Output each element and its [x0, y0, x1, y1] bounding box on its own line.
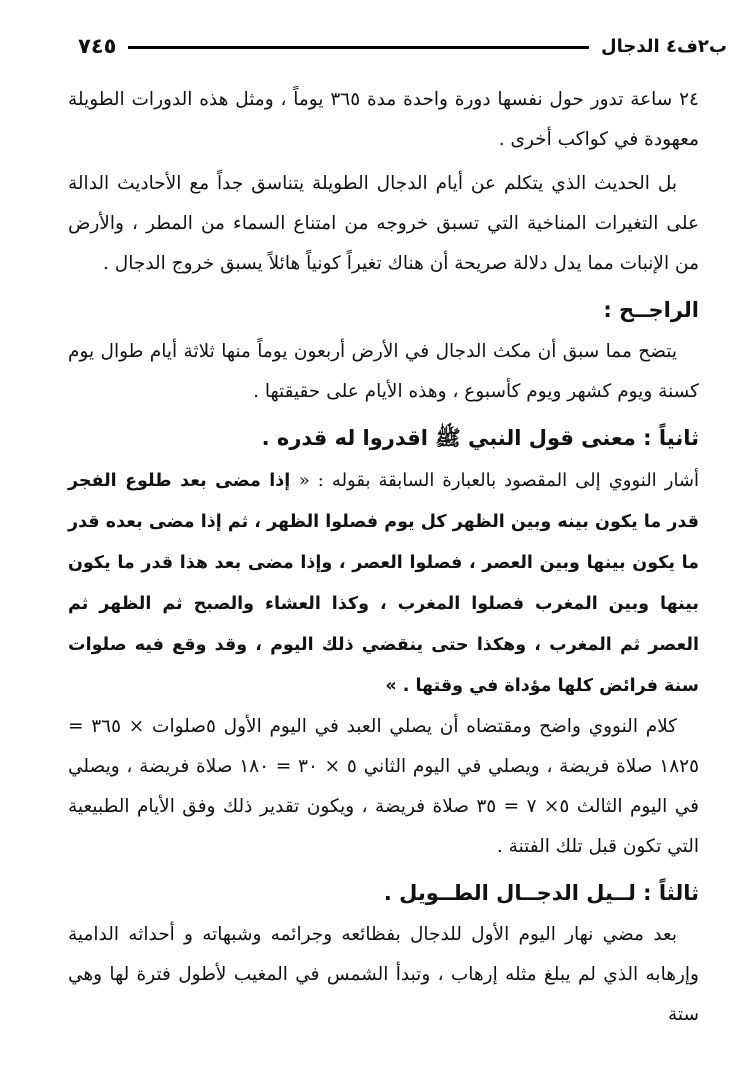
header-rule [128, 46, 589, 49]
running-title: ب٢ف٤ الدجال [601, 35, 727, 57]
quote-intro: أشار النووي إلى المقصود بالعبارة السابقة بقوله : « [298, 470, 700, 491]
nawawi-quote-block [68, 460, 699, 707]
paragraph-5: بعد مضي نهار اليوم الأول للدجال بفظائعه وجرائمه وشبهاته و أحداثه الدامية وإرهابه الذي لم يبلغ مثله إرهاب ، وتبدأ الشمس في المغيب لأطول فترة لها وهي ستة [68, 924, 699, 1025]
page-number: ٧٤٥ [78, 34, 117, 58]
paragraph-3: يتضح مما سبق أن مكث الدجال في الأرض أربعون يوماً منها ثلاثة أيام طوال يوم كسنة ويوم كشهر ويوم كأسبوع ، وهذه الأيام على حقيقتها . [68, 341, 699, 402]
heading-rajih: الراجــح : [603, 298, 699, 322]
paragraph-4: كلام النووي واضح ومقتضاه أن يصلي العبد في اليوم الأول ٥صلوات × ٣٦٥ = ١٨٢٥ صلاة فريضة ، ويصلي في اليوم الثاني ٥ × ٣٠ = ١٨٠ صلاة فريضة ، ويصلي في اليوم الثالث ٥× ٧ = ٣٥ صلاة فريضة ، ويكون تقدير ذلك وفق الأيام الطبيعية التي تكون قبل تلك الفتنة . [68, 716, 700, 857]
page-header [78, 28, 727, 64]
page-body [68, 80, 699, 1039]
paragraph-2: بل الحديث الذي يتكلم عن أيام الدجال الطويلة يتناسق جداً مع الأحاديث الدالة على التغيرات المناخية التي تسبق خروجه من امتناع السماء من المطر ، والأرض من الإنبات مما يدل دلالة صريحة أن هناك تغيراً كونياً هائلاً يسبق خروج الدجال . [68, 173, 699, 274]
heading-third: ثالثاً : لــيل الدجــال الطــويل . [383, 881, 699, 905]
paragraph-1: ٢٤ ساعة تدور حول نفسها دورة واحدة مدة ٣٦٥ يوماً ، ومثل هذه الدورات الطويلة معهودة في كواكب أخرى . [68, 89, 699, 150]
heading-second: ثانياً : معنى قول النبي ﷺ اقدروا له قدره . [261, 426, 699, 450]
nawawi-quote: إذا مضى بعد طلوع الفجر قدر ما يكون بينه وبين الظهر كل يوم فصلوا الظهر ، ثم إذا مضى بعده قدر ما يكون بينها وبين العصر ، فصلوا العصر ، وإذا مضى بعد هذا قدر ما يكون بينها وبين المغرب فصلوا المغرب ، وكذا العشاء والصبح ثم الظهر ثم العصر ثم المغرب ، وهكذا حتى ينقضي ذلك اليوم ، وقد وقع فيه صلوات سنة فرائض كلها مؤداة في وقتها . » [68, 471, 699, 696]
